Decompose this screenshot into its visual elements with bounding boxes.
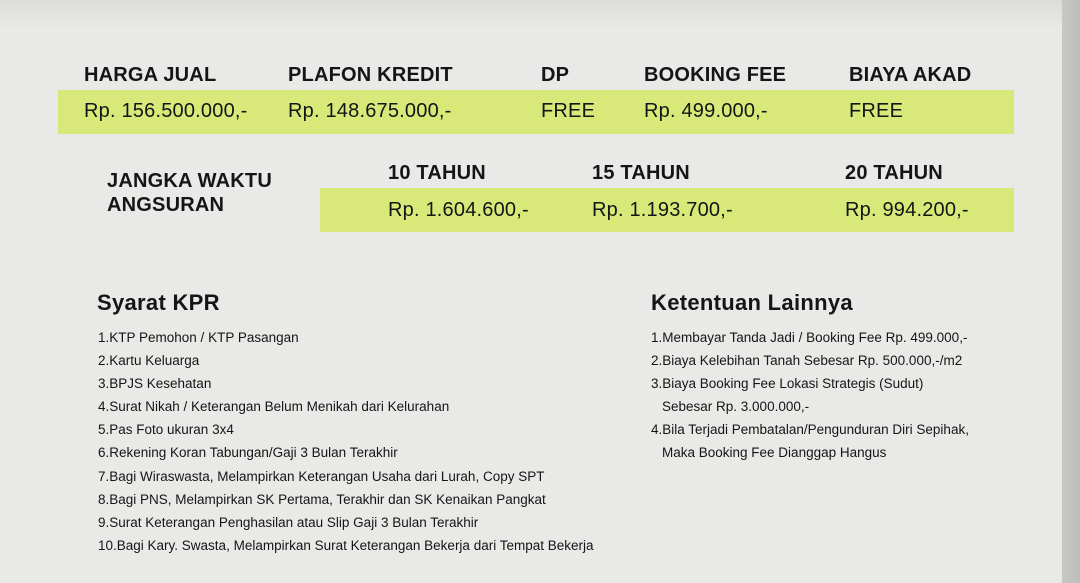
ketentuan-lainnya-title: Ketentuan Lainnya [651, 290, 853, 315]
header-dp: DP [541, 64, 570, 86]
value-20-tahun: Rp. 994.200,- [845, 199, 969, 221]
right-edge-shadow [1062, 0, 1080, 583]
list-item: 3.BPJS Kesehatan [98, 376, 212, 392]
list-item: 1.Membayar Tanda Jadi / Booking Fee Rp. 499.000,- [651, 330, 968, 345]
header-10-tahun: 10 TAHUN [388, 162, 486, 184]
value-harga-jual: Rp. 156.500.000,- [84, 100, 248, 122]
list-item: 10.Bagi Kary. Swasta, Melampirkan Surat Keterangan Bekerja dari Tempat Bekerja [98, 537, 594, 553]
header-biaya-akad: BIAYA AKAD [849, 64, 972, 86]
value-plafon-kredit: Rp. 148.675.000,- [288, 100, 452, 122]
list-item: 4.Surat Nikah / Keterangan Belum Menikah dari Kelurahan [98, 399, 450, 415]
list-item-continuation: Maka Booking Fee Dianggap Hangus [662, 445, 887, 461]
installment-label-line2: ANGSURAN [107, 194, 225, 216]
list-item: 4.Bila Terjadi Pembatalan/Pengunduran Diri Sepihak, [651, 422, 969, 438]
value-15-tahun: Rp. 1.193.700,- [592, 199, 733, 221]
list-item: 5.Pas Foto ukuran 3x4 [98, 422, 234, 438]
top-shadow [0, 0, 1080, 30]
syarat-kpr-list [98, 326, 594, 557]
list-item: 7.Bagi Wiraswasta, Melampirkan Keterangan Usaha dari Lurah, Copy SPT [98, 468, 545, 484]
installment-label-line1: JANGKA WAKTU [107, 170, 272, 192]
list-item-continuation: Sebesar Rp. 3.000.000,- [662, 399, 810, 415]
header-booking-fee: BOOKING FEE [644, 64, 787, 86]
list-item: 6.Rekening Koran Tabungan/Gaji 3 Bulan Terakhir [98, 445, 398, 461]
syarat-kpr-title: Syarat KPR [97, 290, 220, 315]
header-harga-jual: HARGA JUAL [84, 64, 217, 86]
header-plafon-kredit: PLAFON KREDIT [288, 64, 453, 86]
header-20-tahun: 20 TAHUN [845, 162, 943, 184]
ketentuan-lainnya-list [651, 326, 969, 465]
list-item: 3.Biaya Booking Fee Lokasi Strategis (Sudut) [651, 376, 924, 392]
list-item: 1.KTP Pemohon / KTP Pasangan [98, 330, 299, 345]
installment-label [107, 169, 272, 217]
list-item: 2.Kartu Keluarga [98, 353, 200, 369]
list-item: 9.Surat Keterangan Penghasilan atau Slip Gaji 3 Bulan Terakhir [98, 514, 479, 530]
list-item: 2.Biaya Kelebihan Tanah Sebesar Rp. 500.000,-/m2 [651, 353, 963, 369]
value-booking-fee: Rp. 499.000,- [644, 100, 768, 122]
header-15-tahun: 15 TAHUN [592, 162, 690, 184]
value-10-tahun: Rp. 1.604.600,- [388, 199, 529, 221]
list-item: 8.Bagi PNS, Melampirkan SK Pertama, Terakhir dan SK Kenaikan Pangkat [98, 491, 546, 507]
value-biaya-akad: FREE [849, 100, 904, 122]
value-dp: FREE [541, 100, 596, 122]
